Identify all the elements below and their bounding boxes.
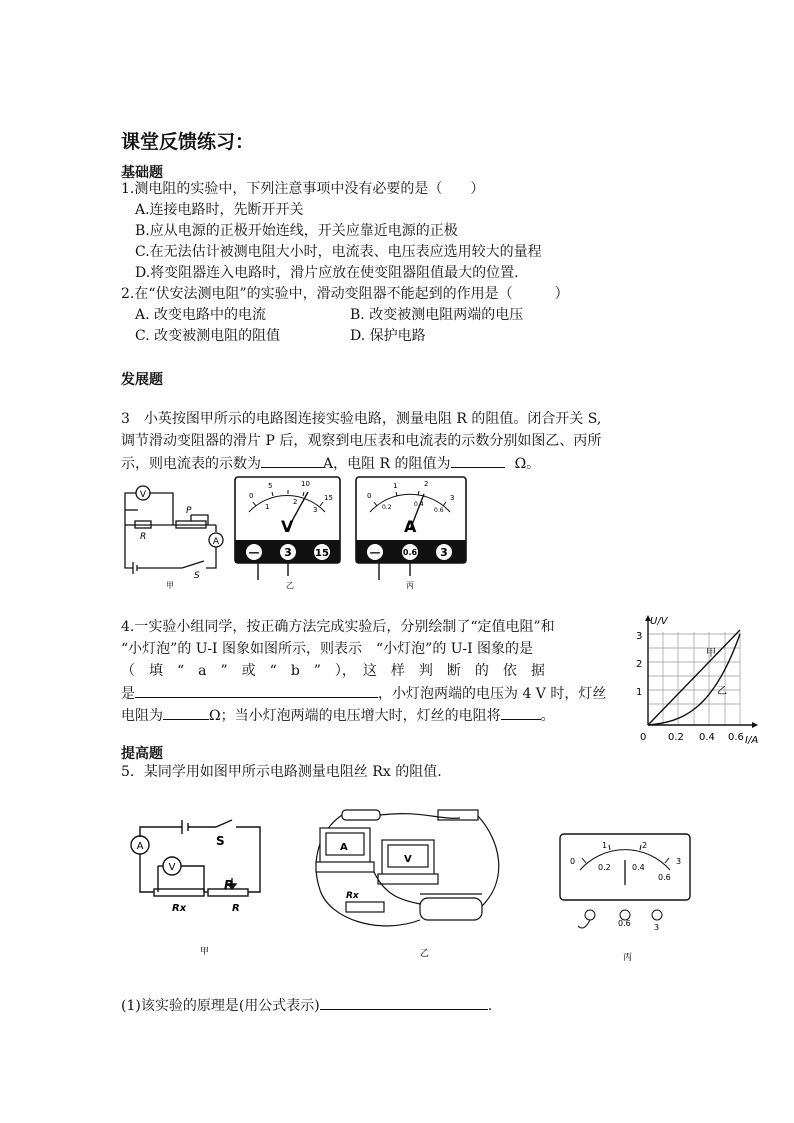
q5-sub1 <box>121 995 492 1017</box>
q5-ammeter-label: A <box>136 841 144 852</box>
q5-a-tick-3: 3 <box>676 857 682 866</box>
q3-line2: 调节滑动变阻器的滑片 P 后，观察到电压表和电流表的示数分别如图乙、丙所 <box>121 433 602 449</box>
v-tick-3: 3 <box>313 506 318 514</box>
graph-ylabel: U/V <box>650 616 668 627</box>
section-heading-basic: 基础题 <box>121 165 163 181</box>
a-tick-3: 3 <box>450 494 455 502</box>
q2-option-a: A. 改变电路中的电流 <box>135 307 267 323</box>
a-terminal-0.6: 0.6 <box>402 548 418 557</box>
photo-voltmeter-label: V <box>404 854 412 865</box>
q4-blank-reason[interactable] <box>135 683 378 698</box>
v-tick-0: 0 <box>249 492 254 500</box>
q4-line3: （ 填 “ a ” 或 “ b ” ）， 这 样 判 断 的 依 据 <box>121 663 545 679</box>
caption-yi: 乙 <box>286 581 294 590</box>
v-tick-1: 1 <box>265 503 270 511</box>
a-tick-1: 1 <box>393 482 398 490</box>
q3-line1: 3 小英按图甲所示的电路图连接实验电路，测量电阻 R 的阻值。闭合开关 S, <box>121 411 602 427</box>
q5-a-tick-2: 2 <box>642 841 648 850</box>
q5-r-label: R <box>232 903 240 914</box>
photo-rx-label: Rx <box>346 891 359 901</box>
ammeter-label: A <box>212 537 220 547</box>
q5-a-terminal-0.6: 0.6 <box>618 919 631 928</box>
q4-line2: “小灯泡”的 U-I 图象如图所示，则表示 “小灯泡”的 U-I 图象的是 <box>121 641 534 657</box>
q4-line1: 4.一实验小组同学，按正确方法完成实验后，分别绘制了“定值电阻”和 <box>121 619 555 635</box>
q1-stem: 1.测电阻的实验中，下列注意事项中没有必要的是（ ） <box>121 181 485 197</box>
a-terminal-3: 3 <box>440 546 448 559</box>
a-tick-0.2: 0.2 <box>382 504 392 511</box>
graph-xlabel: I/A <box>745 735 759 746</box>
q4-line5 <box>121 705 555 727</box>
q2-option-c: C. 改变被测电阻的阻值 <box>135 328 281 344</box>
v-terminal-3: 3 <box>284 546 292 559</box>
q2-option-b: B. 改变被测电阻两端的电压 <box>350 307 524 323</box>
q3-blank-current[interactable] <box>261 453 323 468</box>
a-terminal-neg: — <box>369 546 381 559</box>
a-tick-2: 2 <box>424 480 429 488</box>
battery-drawing <box>342 810 380 820</box>
q1-option-d: D.将变阻器连入电路时，滑片应放在使变阻器阻值最大的位置. <box>135 265 519 281</box>
graph-xtick-0: 0 <box>640 732 647 743</box>
slider-label: P <box>186 506 192 516</box>
ammeter-letter: A <box>404 517 417 536</box>
q5-sub1-text: (1)该实验的原理是(用公式表示) <box>121 998 320 1014</box>
curve-label-jia: 甲 <box>706 648 716 659</box>
switch-label: S <box>194 571 200 581</box>
q3-line3-text-c: Ω。 <box>514 456 541 472</box>
q5-a-terminal-3: 3 <box>654 923 660 932</box>
q5-switch-label: S <box>216 834 225 848</box>
q5-rx-label: Rx <box>172 903 187 914</box>
curve-label-yi: 乙 <box>717 686 727 697</box>
graph-ytick-2: 2 <box>636 659 643 670</box>
graph-xtick-0.6: 0.6 <box>728 732 744 743</box>
page-title: 课堂反馈练习： <box>121 131 255 153</box>
section-heading-advanced: 提高题 <box>121 746 163 762</box>
q1-option-a: A.连接电路时，先断开开关 <box>135 202 304 218</box>
apparatus-drawing <box>316 810 499 926</box>
v-terminal-15: 15 <box>315 548 329 559</box>
a-tick-0.6: 0.6 <box>434 507 444 514</box>
q4-blank-trend[interactable] <box>501 705 541 720</box>
q5-slider-label: P <box>224 878 233 892</box>
q5-sub1-end: . <box>487 998 493 1014</box>
q1-option-c: C.在无法估计被测电阻大小时，电流表、电压表应选用较大的量程 <box>135 244 542 260</box>
rheostat-drawing <box>420 898 482 920</box>
figure-q5 <box>120 800 700 970</box>
voltmeter-letter: V <box>281 517 294 536</box>
v-terminal-neg: — <box>248 546 260 559</box>
resistor-label: R <box>140 532 147 542</box>
q4-line5-text-b: Ω；当小灯泡两端的电压增大时，灯丝的电阻将 <box>209 708 501 724</box>
q4-line5-text-a: 电阻为 <box>121 708 163 724</box>
graph-xtick-0.4: 0.4 <box>699 732 715 743</box>
v-tick-2: 2 <box>293 498 298 506</box>
q5-a-tick-0.4: 0.4 <box>632 863 645 872</box>
q3-line3-text-a: 示，则电流表的示数为 <box>121 456 261 472</box>
graph-ytick-1: 1 <box>636 687 643 698</box>
q2-option-d: D. 保护电路 <box>350 328 426 344</box>
v-tick-15: 15 <box>324 494 333 502</box>
section-heading-develop: 发展题 <box>121 372 163 388</box>
a-tick-0.4: 0.4 <box>414 501 424 508</box>
q5-a-tick-0.6: 0.6 <box>658 873 671 882</box>
q5-caption-jia: 甲 <box>200 947 210 957</box>
q5-voltmeter-label: V <box>168 862 176 873</box>
graph-xtick-0.2: 0.2 <box>668 732 684 743</box>
caption-jia: 甲 <box>166 581 174 590</box>
q5-caption-bing: 丙 <box>623 953 633 963</box>
q5-a-tick-1: 1 <box>602 841 608 850</box>
figure-q3 <box>118 472 478 594</box>
q5-a-tick-0: 0 <box>570 857 576 866</box>
q5-blank-principle[interactable] <box>320 995 488 1010</box>
graph-ytick-3: 3 <box>636 631 643 642</box>
a-tick-0: 0 <box>367 492 372 500</box>
rx-drawing <box>346 902 384 912</box>
q1-option-b: B.应从电源的正极开始连线，开关应靠近电源的正极 <box>135 223 458 239</box>
q3-line3-text-b: A，电阻 R 的阻值为 <box>323 456 451 472</box>
voltmeter-label: V <box>139 490 147 500</box>
v-tick-10: 10 <box>301 480 310 488</box>
q3-blank-resistance[interactable] <box>451 453 505 468</box>
q4-line5-text-c: 。 <box>540 708 555 724</box>
q4-line4-text-a: 是 <box>121 686 135 702</box>
q4-line4-text-b: ，小灯泡两端的电压为 4 V 时，灯丝 <box>378 686 607 702</box>
q5-a-tick-0.2: 0.2 <box>598 863 611 872</box>
q4-blank-resistance[interactable] <box>163 705 209 720</box>
q2-stem: 2.在“伏安法测电阻”的实验中，滑动变阻器不能起到的作用是（ ） <box>121 286 569 302</box>
photo-ammeter-label: A <box>340 842 348 853</box>
q5-caption-yi: 乙 <box>420 949 430 959</box>
q5-stem: 5．某同学用如图甲所示电路测量电阻丝 Rx 的阻值. <box>121 764 442 780</box>
caption-bing: 丙 <box>406 581 414 590</box>
q4-line4 <box>121 683 606 705</box>
ui-graph-q4 <box>628 612 776 748</box>
circuit-diagram-q5 <box>131 820 260 896</box>
v-tick-5: 5 <box>268 482 273 490</box>
